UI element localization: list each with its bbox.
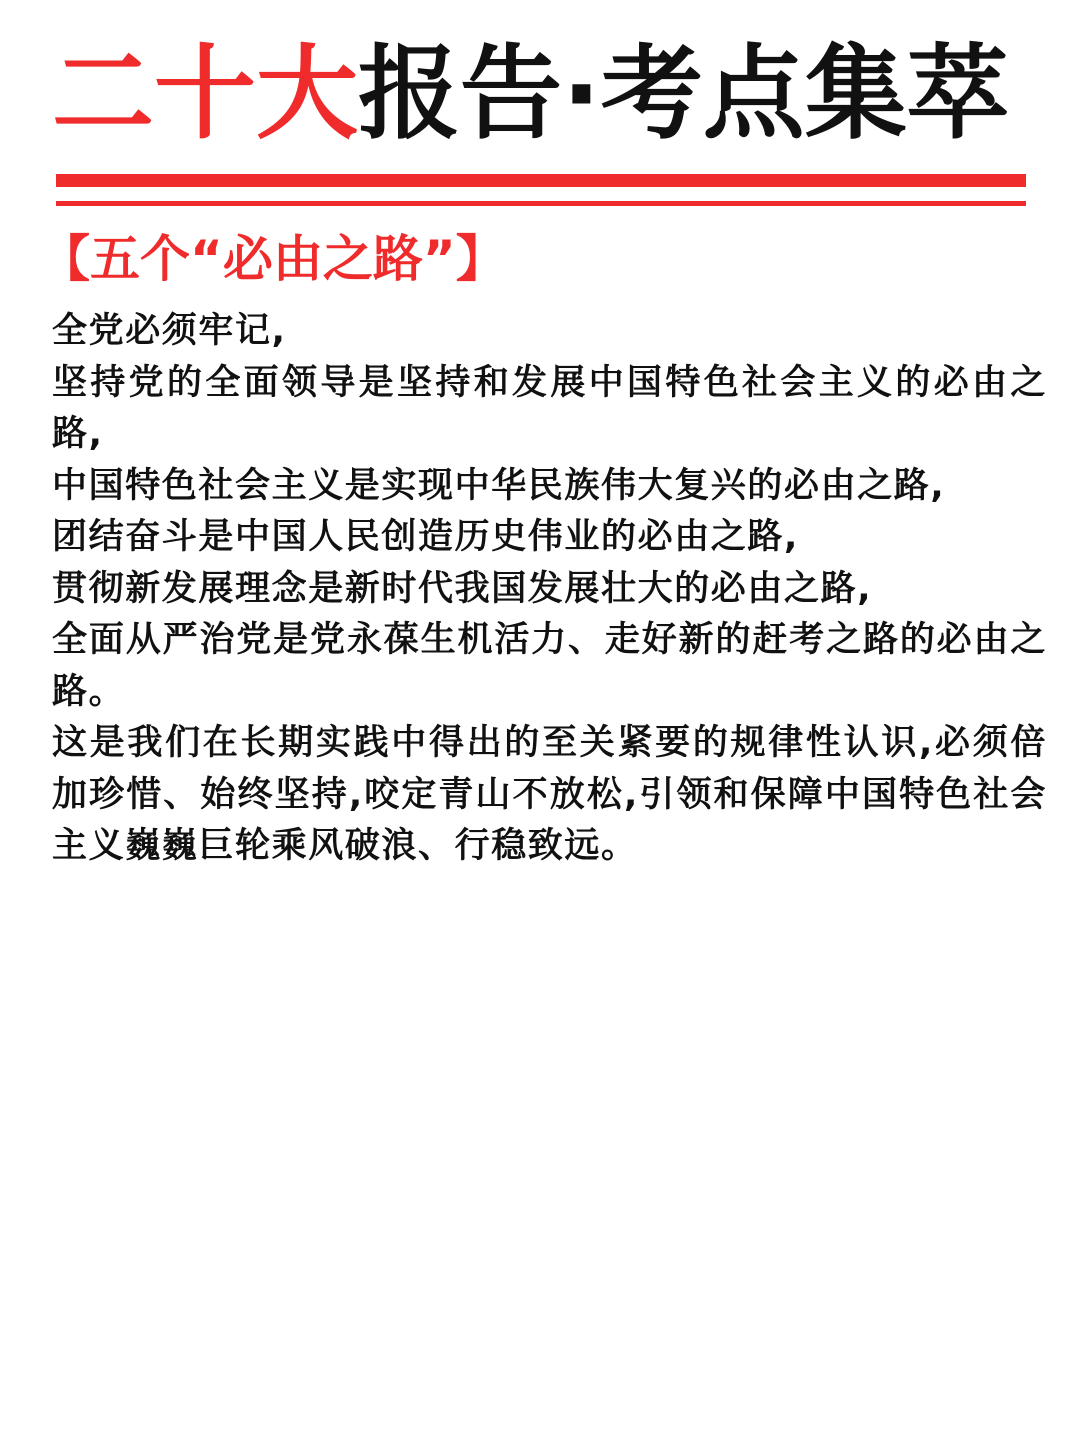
body-text	[52, 306, 1047, 873]
divider-thin	[56, 201, 1026, 206]
paragraph-path-4: 贯彻新发展理念是新时代我国发展壮大的必由之路,	[52, 568, 873, 609]
paragraph-path-5: 全面从严治党是党永葆生机活力、走好新的赶考之路的必由之路。	[52, 620, 1047, 712]
paragraph-path-2: 中国特色社会主义是实现中华民族伟大复兴的必由之路,	[52, 465, 946, 506]
title-red-part: 二十大	[52, 35, 358, 154]
paragraph-intro: 全党必须牢记,	[52, 311, 287, 351]
divider-thick	[56, 174, 1026, 187]
paragraph-path-1: 坚持党的全面领导是坚持和发展中国特色社会主义的必由之路,	[52, 362, 1047, 454]
paragraph-path-3: 团结奋斗是中国人民创造历史伟业的必由之路,	[52, 517, 799, 557]
paragraph-conclusion: 这是我们在长期实践中得出的至关紧要的规律性认识,必须倍加珍惜、始终坚持,咬定青山不放松,引领和保障中国特色社会主义巍巍巨轮乘风破浪、行稳致远。	[52, 723, 1047, 866]
section-heading: 【五个“必由之路”】	[40, 230, 506, 288]
page-title	[52, 30, 1042, 160]
title-black-part: 报告·考点集萃	[358, 35, 1009, 154]
